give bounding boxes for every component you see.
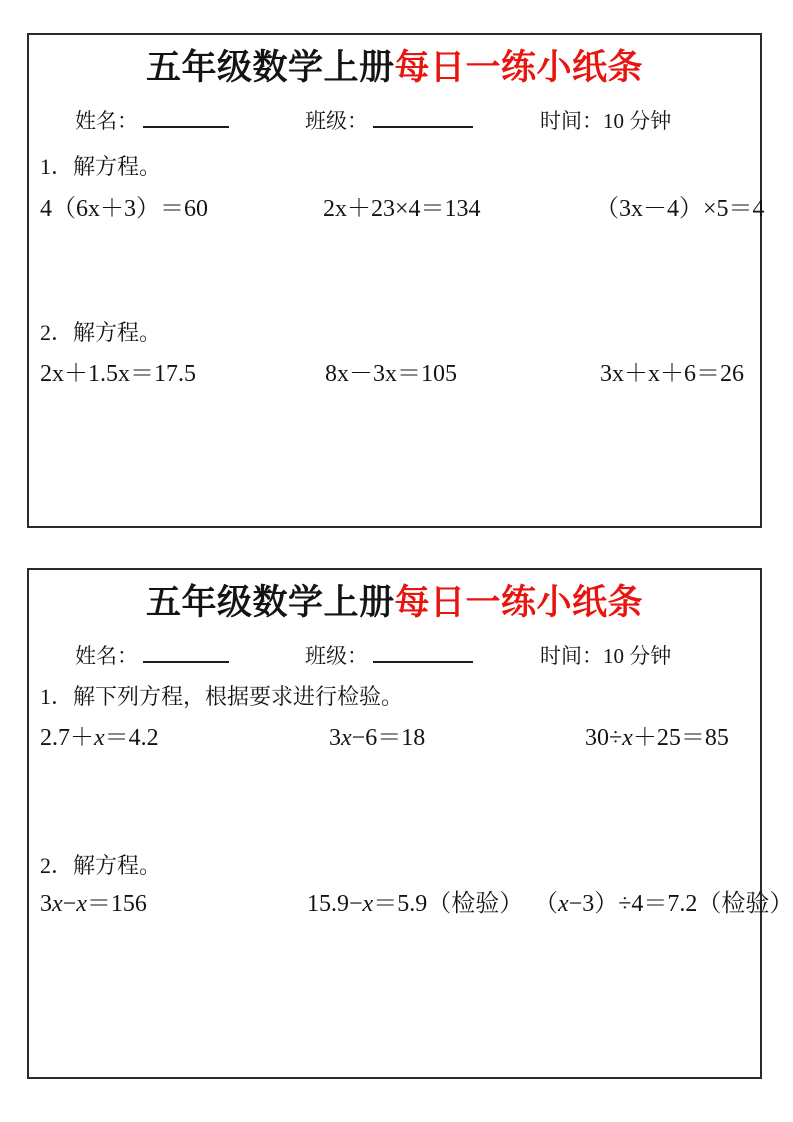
equation: 30÷x＋25＝85 <box>585 725 729 751</box>
equation: 3x＋x＋6＝26 <box>600 361 744 387</box>
equation: （3x－4）×5＝4 <box>595 196 765 222</box>
equation: 4（6x＋3）＝60 <box>40 196 208 222</box>
worksheet-title <box>29 46 760 90</box>
equation: 15.9−x＝5.9（检验） <box>307 891 524 917</box>
equation: 2x＋23×4＝134 <box>323 196 481 222</box>
section-2-heading: 2．解方程。 <box>40 853 162 878</box>
name-field <box>75 642 229 670</box>
name-field <box>75 107 229 135</box>
section-2-heading: 2．解方程。 <box>40 320 162 345</box>
time-label: 时间：10 分钟 <box>540 644 672 668</box>
class-field <box>305 642 473 670</box>
worksheet-card-2 <box>27 568 793 1079</box>
equation: 8x－3x＝105 <box>325 361 457 387</box>
class-label: 班级： <box>305 109 368 133</box>
name-label: 姓名： <box>75 109 138 133</box>
name-label: 姓名： <box>75 644 138 668</box>
worksheet-card-1 <box>27 33 765 528</box>
section-1-heading: 1．解方程。 <box>40 154 162 179</box>
title-practice-part: 每日一练小纸条 <box>394 48 644 87</box>
time-label: 时间：10 分钟 <box>540 109 672 133</box>
class-label: 班级： <box>305 644 368 668</box>
equation: 3x−6＝18 <box>329 725 426 751</box>
title-grade-part: 五年级数学上册 <box>145 583 395 622</box>
class-field <box>305 107 473 135</box>
equation: （x−3）÷4＝7.2（检验） <box>534 891 793 917</box>
worksheet-title <box>29 581 760 625</box>
equation: 3x−x＝156 <box>40 891 147 917</box>
class-blank-line <box>373 108 473 128</box>
section-1-heading: 1．解下列方程，根据要求进行检验。 <box>40 684 404 709</box>
equation: 2.7＋x＝4.2 <box>40 725 159 751</box>
name-blank-line <box>143 108 229 128</box>
class-blank-line <box>373 643 473 663</box>
title-grade-part: 五年级数学上册 <box>145 48 395 87</box>
name-blank-line <box>143 643 229 663</box>
equation: 2x＋1.5x＝17.5 <box>40 361 196 387</box>
title-practice-part: 每日一练小纸条 <box>394 583 644 622</box>
